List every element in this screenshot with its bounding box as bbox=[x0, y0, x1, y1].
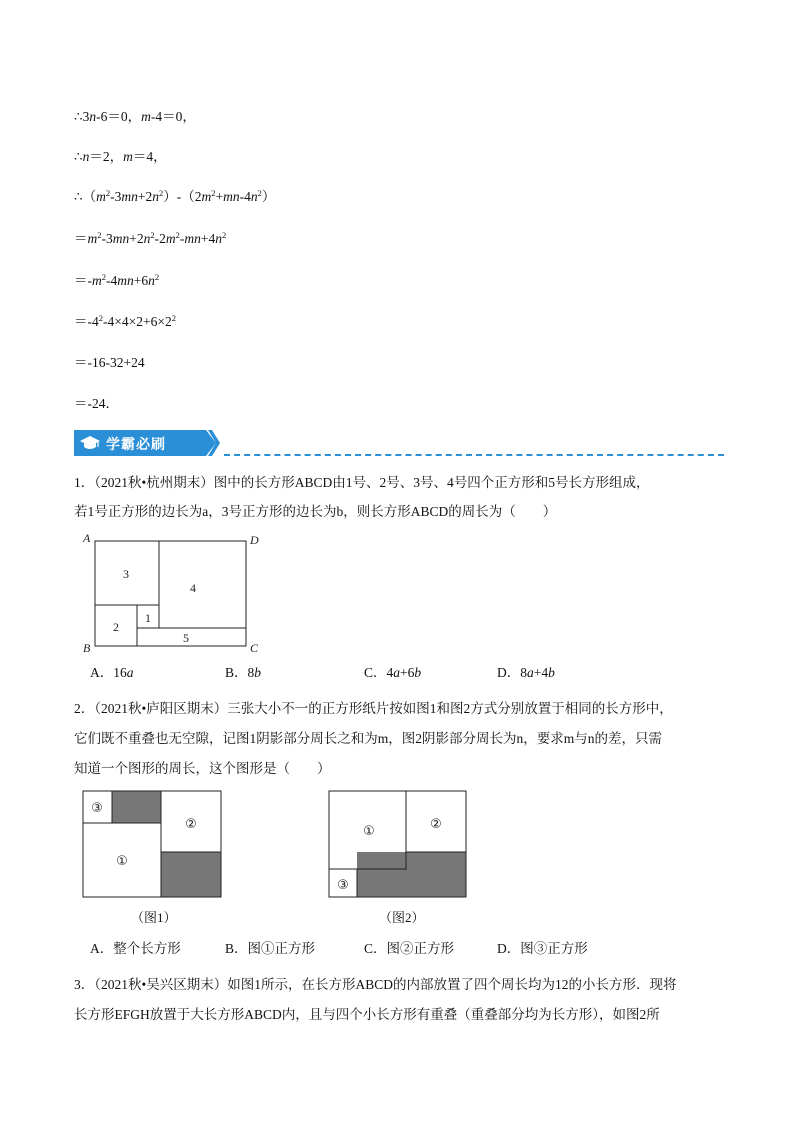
section-title: 学霸必刷 bbox=[106, 437, 166, 453]
corner-label-b: B bbox=[83, 641, 91, 655]
q1-option-c[interactable]: C．4a+6b bbox=[364, 665, 422, 680]
solution-line-5: $=-m^2-4mn+6n^2$ bbox=[74, 272, 160, 288]
corner-label-a: A bbox=[83, 531, 91, 545]
region-label-2: 2 bbox=[113, 620, 119, 634]
q1-text-line-1: 1．（2021秋•杭州期末）图中的长方形ABCD由1号、2号、3号、4号四个正方形和5号长方形组成， bbox=[74, 475, 650, 490]
banner-dashed-rule bbox=[224, 454, 724, 456]
corner-label-c: C bbox=[250, 641, 259, 655]
q2-option-b[interactable]: B．图①正方形 bbox=[225, 941, 316, 956]
q2-figure-1 bbox=[80, 788, 225, 903]
solution-line-8: ＝-24． bbox=[74, 396, 119, 411]
fig2-caption: （图2） bbox=[379, 910, 425, 925]
fig1-caption: （图1） bbox=[131, 910, 177, 925]
fig1-label-1: ① bbox=[116, 854, 128, 869]
q1-text-line-2: 若1号正方形的边长为a，3号正方形的边长为b，则长方形ABCD的周长为（ ） bbox=[74, 504, 557, 519]
q2-text-line-1: 2．（2021秋•庐阳区期末）三张大小不一的正方形纸片按如图1和图2方式分别放置于相同的长方形中， bbox=[74, 701, 673, 716]
fig1-label-3: ③ bbox=[91, 801, 103, 816]
q1-option-b[interactable]: B．8b bbox=[225, 665, 262, 680]
q2-option-d[interactable]: D．图③正方形 bbox=[497, 941, 588, 956]
region-label-5: 5 bbox=[183, 631, 189, 645]
solution-line-7: ＝-16-32+24 bbox=[74, 355, 145, 370]
region-label-3: 3 bbox=[123, 567, 129, 581]
q2-option-c[interactable]: C．图②正方形 bbox=[364, 941, 455, 956]
solution-line-3: $\therefore(m^2-3mn+2n^2)-(2m^2+mn-4n^2)$ bbox=[74, 188, 276, 204]
q1-option-a[interactable]: A．16a bbox=[90, 665, 134, 680]
region-label-4: 4 bbox=[190, 581, 196, 595]
q3-text-line-2: 长方形EFGH放置于大长方形ABCD内，且与四个小长方形有重叠（重叠部分均为长方形），如图2所 bbox=[74, 1007, 660, 1022]
solution-line-6: $=-4^2-4\times 4\times 2+6\times 2^2$ bbox=[74, 313, 176, 329]
fig2-label-1: ① bbox=[363, 824, 375, 839]
region-label-1: 1 bbox=[145, 611, 151, 625]
q2-figure-2 bbox=[326, 788, 471, 903]
solution-line-4: $=m^2-3mn+2n^2-2m^2-mn+4n^2$ bbox=[74, 230, 227, 246]
solution-line-1: ∴3n-6＝0，m-4＝0， bbox=[74, 109, 196, 124]
q2-text-line-3: 知道一个图形的周长，这个图形是（ ） bbox=[74, 761, 331, 776]
q2-text-line-2: 它们既不重叠也无空隙，记图1阴影部分周长之和为m，图2阴影部分周长为n，要求m与n的差，只需 bbox=[74, 731, 663, 746]
q1-figure bbox=[80, 530, 270, 655]
q2-option-a[interactable]: A．整个长方形 bbox=[90, 941, 181, 956]
corner-label-d: D bbox=[250, 533, 259, 547]
solution-line-2: ∴n＝2，m＝4， bbox=[74, 149, 167, 164]
fig1-label-2: ② bbox=[185, 817, 197, 832]
section-banner bbox=[74, 430, 724, 458]
q3-text-line-1: 3．（2021秋•吴兴区期末）如图1所示，在长方形ABCD的内部放置了四个周长均为12的小长方形．现将 bbox=[74, 977, 677, 992]
q1-option-d[interactable]: D．8a+4b bbox=[497, 665, 555, 680]
fig2-label-3: ③ bbox=[337, 878, 349, 893]
fig2-label-2: ② bbox=[430, 817, 442, 832]
graduation-cap-icon bbox=[80, 434, 100, 452]
